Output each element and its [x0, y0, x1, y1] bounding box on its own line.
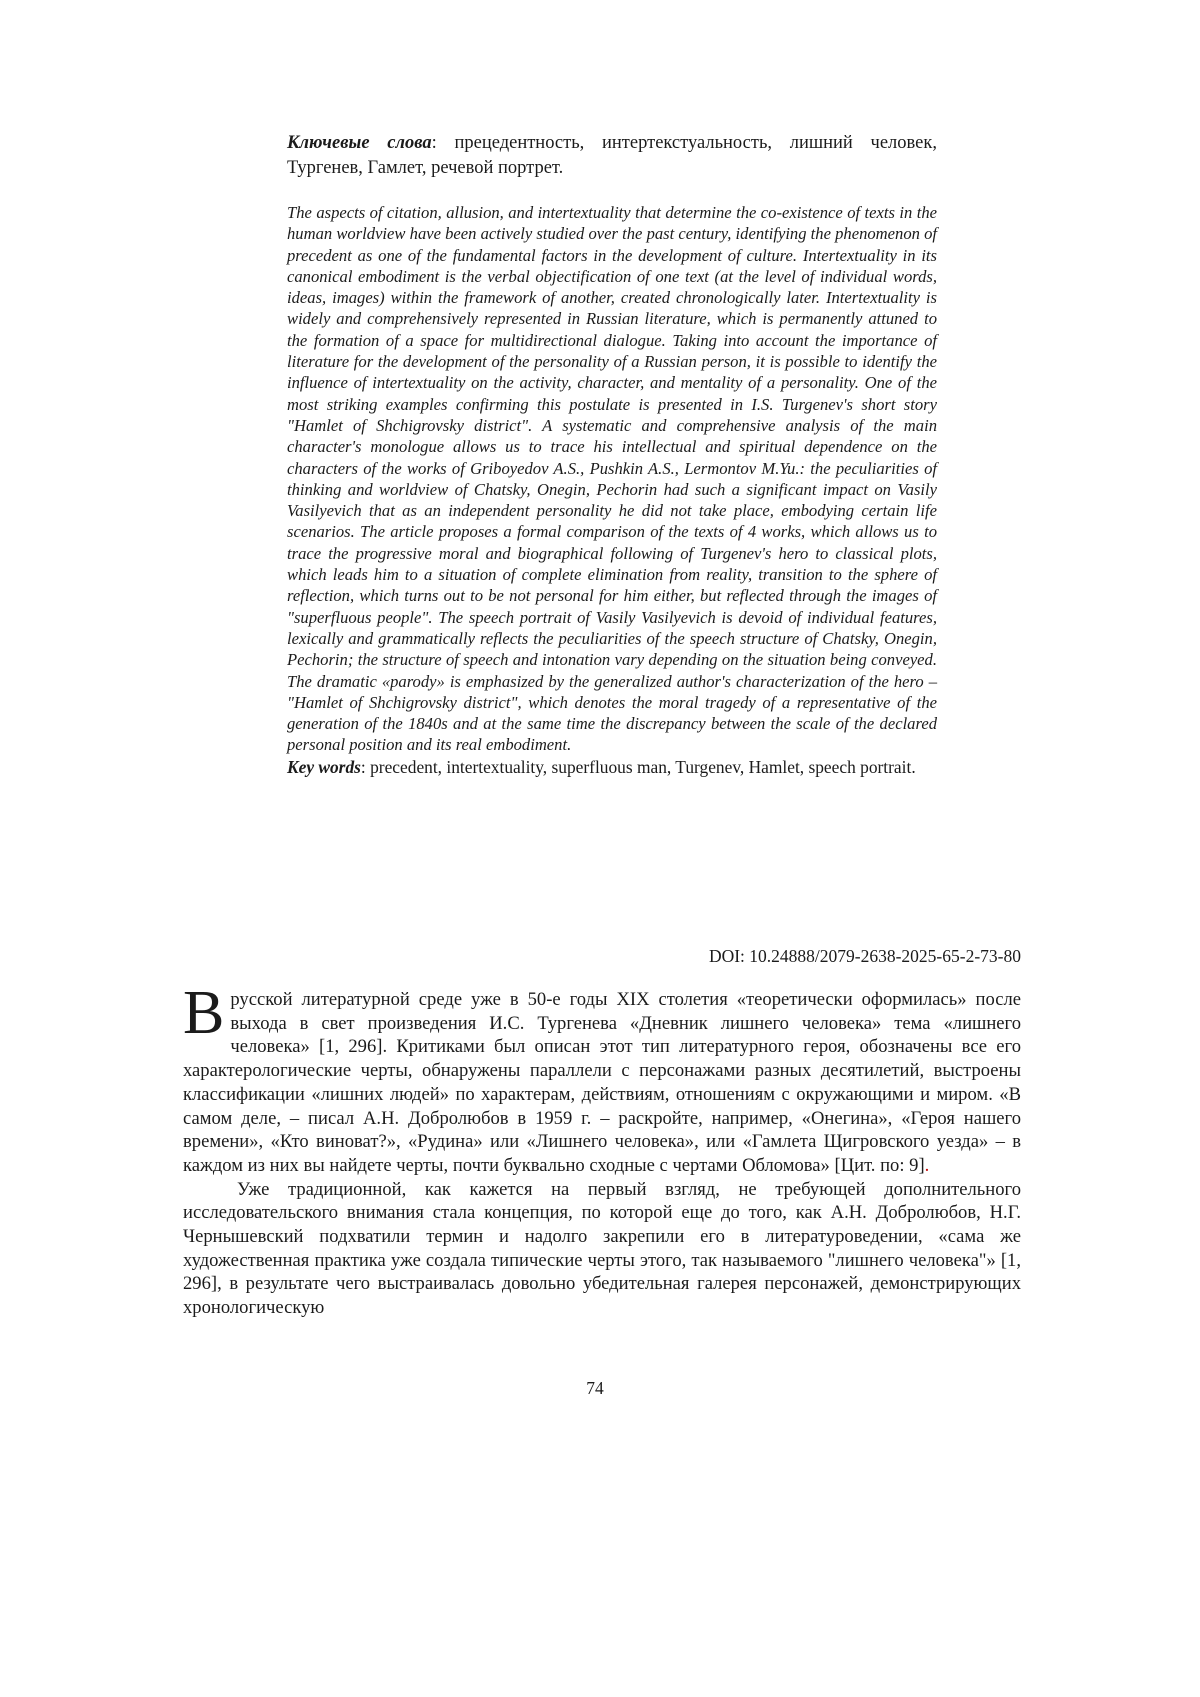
- keywords-ru-block: [287, 131, 937, 181]
- keywords-en-block: [287, 756, 937, 778]
- paragraph-1: [183, 979, 1021, 1178]
- keywords-en-text: : precedent, intertextuality, superfluous man, Turgenev, Hamlet, speech portrait.: [360, 756, 916, 777]
- paragraph-1-text: русской литературной среде уже в 50-е годы XIX столетия «теоретически оформилась» после выхода в свет произведения И.С. Тургенева «Дневник лишнего человека» тема «лишнего человека» [1, 296]. Критиками был описан этот тип литературного героя, обозначены все его характерологические черты, обнаружены параллели с персонажами разных десятилетий, выстроены классификации «лишних людей» по характерам, действиям, отношениям с окружающими и миром. «В самом деле, – писал А.Н. Добролюбов в 1959 г. – раскройте, например, «Онегина», «Героя нашего времени», «Кто виноват?», «Рудина» или «Лишнего человека», или «Гамлета Щигровского уезда» – в каждом из них вы найдете черты, почти буквально сходные с чертами Обломова» [Цит. по: 9]: [183, 989, 1021, 1176]
- abstract-en: The aspects of citation, allusion, and intertextuality that determine the co-existence of texts in the human worldview have been actively studied over the past century, identifying the phenomenon of precedent as one of the fundamental factors in the development of culture. Intertextuality in its canonical embodiment is the verbal objectification of one text (at the level of individual words, ideas, images) within the framework of another, created chronologically later. Intertextuality is widely and comprehensively represented in Russian literature, which is permanently attuned to the formation of a space for multidirectional dialogue. Taking into account the importance of literature for the development of the personality of a Russian person, it is possible to identify the influence of intertextuality on the activity, character, and mentality of a personality. One of the most striking examples confirming this postulate is presented in I.S. Turgenev's short story "Hamlet of Shchigrovsky district". A systematic and comprehensive analysis of the main character's monologue allows us to trace his intellectual and spiritual dependence on the characters of the works of Griboyedov A.S., Pushkin A.S., Lermontov M.Yu.: the peculiarities of thinking and worldview of Chatsky, Onegin, Pechorin had such a significant impact on Vasily Vasilyevich that as an independent personality he did not take place, embodying certain life scenarios. The article proposes a formal comparison of the texts of 4 works, which allows us to trace the progressive moral and biographical following of Turgenev's hero to classical plots, which leads him to a situation of complete elimination from reality, transition to the sphere of reflection, which turns out to be not personal for him either, but reflected through the images of "superfluous people". The speech portrait of Vasily Vasilyevich is devoid of individual features, lexically and grammatically reflects the peculiarities of the speech structure of Chatsky, Onegin, Pechorin; the structure of speech and intonation vary depending on the situation being conveyed. The dramatic «parody» is emphasized by the generalized author's characterization of the hero – "Hamlet of Shchigrovsky district", which denotes the moral tragedy of a representative of the generation of the 1840s and at the same time the discrepancy between the scale of the declared personal position and its real embodiment.: [287, 203, 937, 755]
- dropcap-letter: В: [183, 979, 225, 1047]
- paragraph-1-red-period: .: [924, 1154, 930, 1176]
- article-body: [183, 979, 1021, 1320]
- page-number: 74: [586, 1378, 604, 1398]
- keywords-ru-text: : прецедентность, интертекстуальность, лишний человек, Тургенев, Гамлет, речевой портрет.: [287, 133, 937, 178]
- abstract-column: [287, 202, 937, 778]
- paragraph-2: Уже традиционной, как кажется на первый взгляд, не требующей дополнительного исследовательского внимания стала концепция, по которой еще до того, как А.Н. Добролюбов, Н.Г. Чернышевский подхватили термин и надолго закрепили его в литературоведении, «сама же художественная практика уже создала типические черты этого, так называемого "лишнего человека"» [1, 296], в результате чего выстраивалась довольно убедительная галерея персонажей, демонстрирующих хронологическую: [183, 1178, 1021, 1319]
- doi: DOI: 10.24888/2079-2638-2025-65-2-73-80: [708, 946, 1021, 966]
- keywords-ru-label: Ключевые слова: [287, 133, 432, 153]
- keywords-en-label: Key words: [287, 756, 361, 777]
